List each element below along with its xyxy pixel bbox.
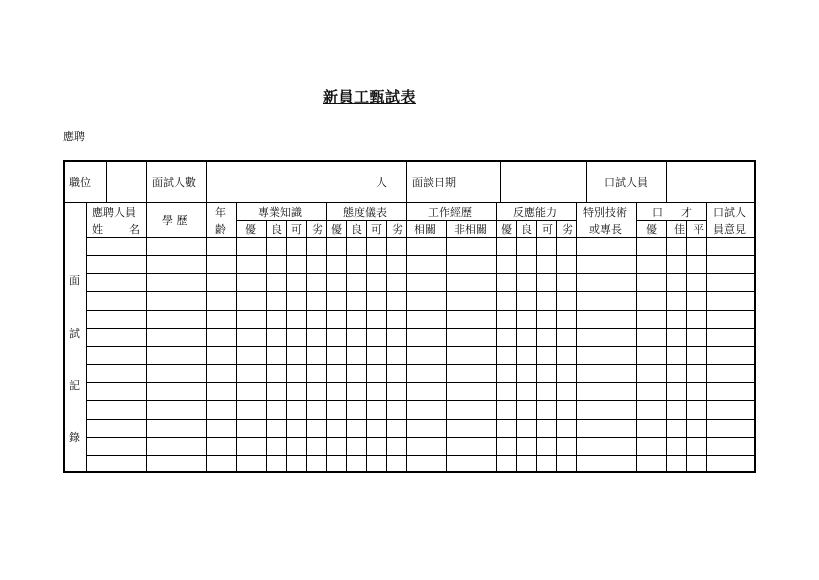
grid-line	[496, 202, 497, 473]
grid-line	[206, 160, 207, 202]
grid-line	[516, 220, 517, 473]
grid-line	[386, 220, 387, 473]
apply-label: 應聘	[63, 130, 85, 143]
applicant-header: 應聘人員	[92, 206, 136, 219]
side-label-char: 記	[69, 379, 80, 392]
position-label: 職位	[69, 176, 91, 189]
grid-line	[636, 220, 706, 221]
side-label-char: 試	[69, 327, 80, 340]
professional-excellent: 優	[245, 223, 256, 236]
grid-line	[406, 160, 407, 202]
eloquence-header-a: 口	[652, 206, 663, 219]
grid-line	[366, 220, 367, 473]
grid-line	[86, 237, 756, 238]
grid-line	[686, 220, 687, 473]
grid-line	[86, 437, 756, 438]
professional-fair: 可	[291, 223, 302, 236]
attitude-poor: 劣	[392, 223, 403, 236]
interview-count-label: 面試人數	[152, 176, 196, 189]
interview-count-unit: 人	[376, 176, 387, 189]
grid-line	[86, 291, 756, 292]
grid-line	[86, 364, 756, 365]
grid-line	[406, 220, 496, 221]
grid-line	[106, 160, 107, 202]
opinion-header-bottom: 員意見	[713, 223, 746, 236]
grid-line	[266, 220, 267, 473]
reaction-good: 良	[521, 223, 532, 236]
grid-line	[286, 220, 287, 473]
grid-line	[206, 202, 207, 473]
grid-line	[146, 160, 147, 202]
grid-line	[63, 202, 756, 203]
grid-line	[706, 202, 707, 473]
name-header-b: 名	[129, 223, 140, 236]
grid-line	[556, 220, 557, 473]
attitude-good: 良	[351, 223, 362, 236]
interview-date-label: 面談日期	[412, 176, 456, 189]
grid-line	[236, 202, 237, 473]
grid-line	[86, 328, 756, 329]
special-skill-header-top: 特別技術	[583, 206, 627, 219]
grid-line	[86, 273, 756, 274]
name-header-a: 姓	[92, 223, 103, 236]
grid-line	[236, 220, 326, 221]
reaction-poor: 劣	[562, 223, 573, 236]
grid-line	[146, 202, 147, 473]
eloquence-good: 佳	[674, 223, 685, 236]
age-header-bottom: 齡	[215, 223, 226, 236]
grid-line	[346, 220, 347, 473]
reaction-excellent: 優	[501, 223, 512, 236]
side-label-char: 錄	[69, 431, 80, 444]
grid-line	[636, 202, 637, 473]
opinion-header-top: 口試人	[713, 206, 746, 219]
grid-line	[666, 220, 667, 473]
grid-line	[576, 202, 577, 473]
attitude-excellent: 優	[331, 223, 342, 236]
reaction-fair: 可	[542, 223, 553, 236]
grid-line	[586, 160, 587, 202]
grid-line	[86, 400, 756, 401]
grid-line	[306, 220, 307, 473]
grid-line	[406, 202, 407, 473]
grid-line	[86, 419, 756, 420]
age-header-top: 年	[215, 206, 226, 219]
work-experience-header: 工作經歷	[428, 206, 472, 219]
work-related: 相關	[414, 223, 436, 236]
eloquence-header-b: 才	[681, 206, 692, 219]
grid-line	[326, 202, 327, 473]
grid-line	[86, 382, 756, 383]
eloquence-excellent: 優	[646, 223, 657, 236]
grid-line	[86, 202, 87, 473]
interviewer-label: 口試人員	[604, 176, 648, 189]
grid-line	[446, 220, 447, 473]
grid-line	[86, 255, 756, 256]
grid-line	[500, 160, 501, 202]
education-header: 學 歷	[162, 214, 188, 227]
professional-good: 良	[271, 223, 282, 236]
grid-line	[536, 220, 537, 473]
grid-line	[86, 310, 756, 311]
work-unrelated: 非相關	[454, 223, 487, 236]
professional-knowledge-header: 專業知識	[258, 206, 302, 219]
special-skill-header-bottom: 或專長	[589, 223, 622, 236]
attitude-header: 態度儀表	[343, 206, 387, 219]
form-title: 新員工甄試表	[323, 88, 417, 106]
side-label-char: 面	[69, 274, 80, 287]
grid-line	[666, 160, 667, 202]
reaction-header: 反應能力	[513, 206, 557, 219]
grid-line	[86, 455, 756, 456]
grid-line	[86, 346, 756, 347]
eloquence-average: 平	[693, 223, 704, 236]
professional-poor: 劣	[312, 223, 323, 236]
attitude-fair: 可	[371, 223, 382, 236]
